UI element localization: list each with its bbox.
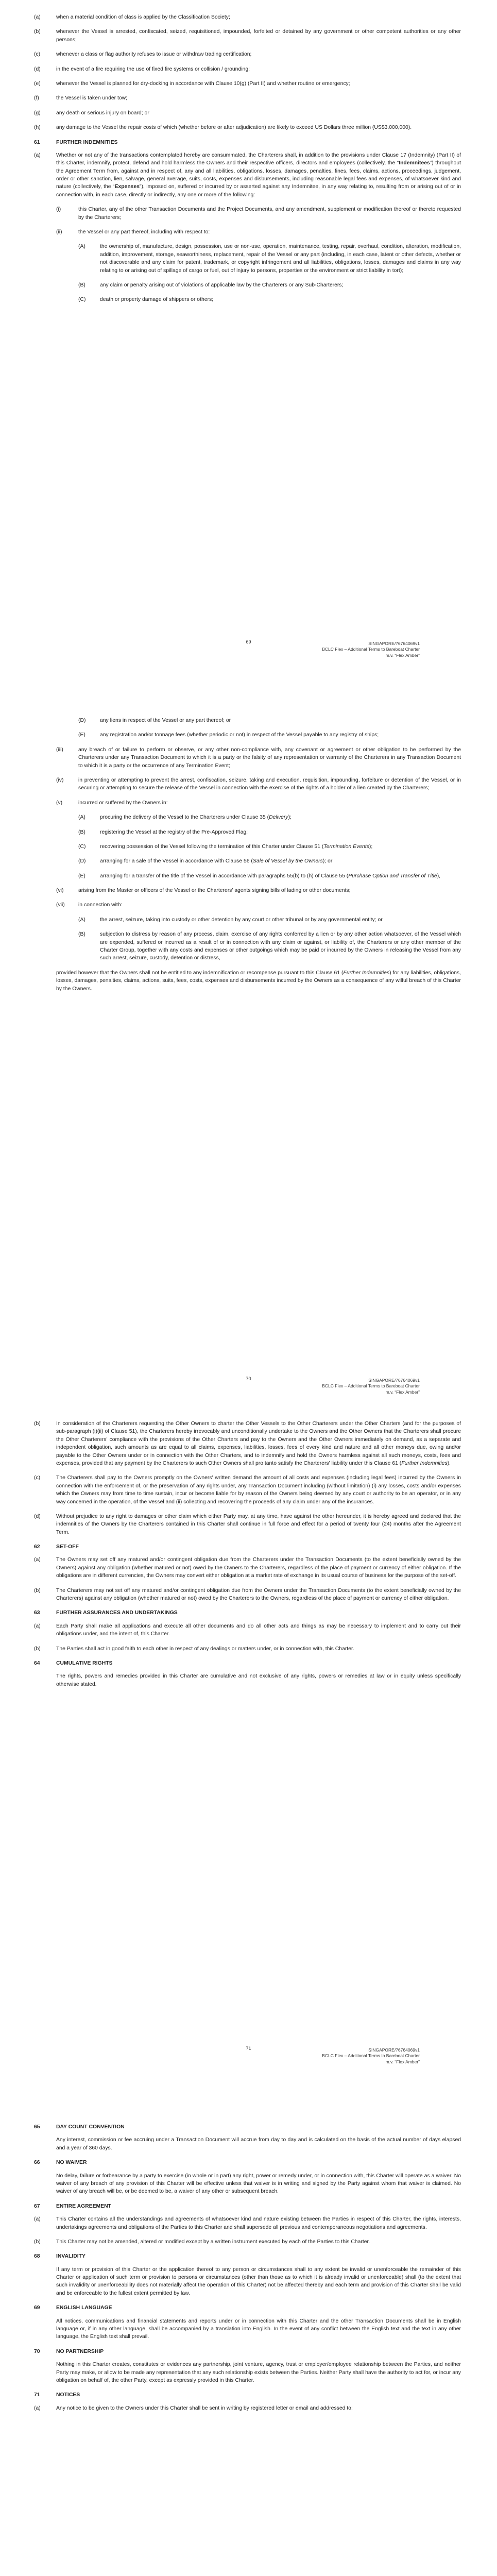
reference-line: BCLC Flex – Additional Terms to Bareboat Charter	[322, 1383, 420, 1389]
paragraph	[34, 2361, 461, 2384]
clause-title: NOTICES	[56, 2392, 80, 2398]
sub-clause-label: (B)	[78, 829, 85, 835]
sub-clause	[34, 109, 461, 117]
sub-clause	[34, 887, 461, 894]
sub-clause-text: The Charterers shall pay to the Owners promptly on the Owners' written demand the amount of all costs and expenses (including legal fees) incurred by the Owners in connection with the enforcement of, or the preservation of any rights under, any Transaction Document including (without limitation) (i) any losses, costs and/or expenses which the Owners may from time to time sustain, incur or become liable for by reason of the Owners being deemed by any court or authority to be an operator, or in any way concerned in the operation, of the Vessel and (ii) collecting and recovering the proceeds of any claim under any of the insurances.	[56, 1475, 461, 1505]
sub-clause-label: (a)	[34, 1557, 41, 1563]
sub-clause-text: Without prejudice to any right to damages or other claim which either Party may, at any time, have against the other hereunder, it is hereby agreed and declared that the indemnities of the Owners by the Charterers contained in this Charter shall continue in full force and effect for a period of twenty four (24) months after the Agreement Term.	[56, 1513, 461, 1535]
sub-clause	[34, 206, 461, 222]
sub-clause	[34, 916, 461, 924]
sub-clause	[34, 799, 461, 807]
sub-clause	[34, 2215, 461, 2231]
sub-clause-text: whenever the Vessel is planned for dry-docking in accordance with Clause 10(g) (Part II) and whether routine or emergency;	[56, 80, 350, 87]
sub-clause-text: This Charter may not be amended, altered or modified except by a written instrument executed by each of the Parties to this Charter.	[56, 2239, 370, 2245]
sub-clause-text: death or property damage of shippers or others;	[100, 297, 214, 303]
sub-clause-label: (A)	[78, 815, 85, 821]
sub-clause	[34, 828, 461, 836]
sub-clause-text: The Owners may set off any matured and/or contingent obligation due from the Charterers under the Transaction Documents (to the extent beneficially owned by the Owners) against any obligation (whether matured or not) owed by the Owners to the Charterers, regardless of the place of payment or currency of either obligation. If the obligations are in different currencies, the Owners may convert either obligation at a market rate of exchange in its usual course of business for the purpose of the set-off.	[56, 1557, 461, 1579]
sub-clause-label: (b)	[34, 1421, 41, 1427]
sub-clause-label: (E)	[78, 873, 85, 879]
sub-clause-text: The Charterers may not set off any matured and/or contingent obligation due from the Owners under the Transaction Documents (to the extent beneficially owned by the Charterers) against any obligation (whether matured or not) owed by the Charterers to the Owners, regardless of the place of payment or currency of either obligation.	[56, 1587, 461, 1602]
clause-title: NO WAIVER	[56, 2160, 87, 2166]
clause-number: 71	[34, 2392, 40, 2398]
sub-clause-label: (c)	[34, 52, 41, 58]
sub-clause-text: The Parties shall act in good faith to each other in respect of any dealings or matters under, or in connection with, this Charter.	[56, 1646, 354, 1652]
sub-clause-text: registering the Vessel at the registry of the Pre-Approved Flag;	[100, 829, 248, 835]
page-number: 70	[246, 1376, 251, 1381]
sub-clause-text: Whether or not any of the transactions contemplated hereby are consummated, the Charterers shall, in addition to the provisions under Clause 17 (Indemnity) (Part II) of this Charter, indemnify, protect, defend and hold harmless the Owners and their respective officers, directors and employees (collectively, the “Indemnitees”) throughout the Agreement Term from, against and in respect of, any and all liabilities, obligations, losses, damages, penalties, fines, fees, claims, actions, proceedings, judgement, order or other sanction, lien, salvage, general average, suits, costs, expenses and disbursements, including reasonable legal fees and expenses, of whatsoever kind and nature (collectively, the “Expenses”), imposed on, suffered or incurred by or asserted against any Indemnitee, in any way relating to, resulting from or arising out of or in connection with, in each case, directly or indirectly, any one or more of the following:	[56, 152, 461, 198]
reference-line: SINGAPORE/76764069v1	[368, 2047, 420, 2053]
paragraph	[34, 1672, 461, 1688]
page-footer	[0, 639, 497, 658]
clause-heading	[34, 1543, 461, 1551]
sub-clause-label: (C)	[78, 843, 86, 850]
sub-clause-text: arranging for a transfer of the title of the Vessel in accordance with paragraphs 55(b) to (h) of Clause 55 (Purchase Option and Transfer of Title),	[100, 873, 441, 879]
reference-line: BCLC Flex – Additional Terms to Bareboat Charter	[322, 647, 420, 652]
reference-line: m.v. “Flex Amber”	[385, 2059, 420, 2064]
clause-heading	[34, 2304, 461, 2312]
sub-clause-label: (b)	[34, 29, 41, 35]
sub-clause-text: whenever a class or flag authority refuses to issue or withdraw trading certification;	[56, 52, 252, 58]
reference-line: m.v. “Flex Amber”	[385, 652, 420, 658]
reference-line: SINGAPORE/76764069v1	[368, 641, 420, 646]
sub-clause-label: (h)	[34, 125, 41, 131]
paragraph	[34, 2172, 461, 2196]
sub-clause-label: (a)	[34, 2216, 41, 2223]
document-reference	[322, 641, 420, 658]
sub-clause-label: (a)	[34, 1623, 41, 1629]
sub-clause	[34, 872, 461, 880]
sub-clause-label: (v)	[56, 800, 63, 806]
sub-clause-text: This Charter contains all the understandings and agreements of whatsoever kind and nature existing between the Parties in respect of this Charter, the rights, interests, undertakings agreements and obligations of the Parties to this Charter and shall supersede all previous and contemporaneous negotiations and agreements.	[56, 2216, 461, 2230]
sub-clause	[34, 94, 461, 102]
sub-clause-label: (g)	[34, 110, 41, 116]
clause-number: 70	[34, 2348, 40, 2354]
sub-clause-label: (E)	[78, 732, 85, 738]
sub-clause	[34, 228, 461, 236]
paragraph	[34, 969, 461, 993]
sub-clause-label: (ii)	[56, 229, 62, 235]
sub-clause-label: (b)	[34, 1587, 41, 1594]
clause-number: 61	[34, 139, 40, 145]
clause-title: INVALIDITY	[56, 2253, 85, 2260]
sub-clause	[34, 65, 461, 73]
sub-clause-label: (b)	[34, 2239, 41, 2245]
sub-clause-text: any liens in respect of the Vessel or any part thereof; or	[100, 718, 231, 723]
clause-title: CUMULATIVE RIGHTS	[56, 1660, 113, 1666]
sub-clause-text: In consideration of the Charterers requesting the Other Owners to charter the Other Vessels to the Other Charterers under the Other Charters (and for the purposes of sub-paragraph (i)(ii) of Clause 51), the Charterers hereby irrevocably and unconditionally undertake to the Owners and the Other Owners that the Charterers shall procure the Other Charterers' compliance with the provisions of the Other Charters and pay to the Owners and the Other Owners immediately on demand, as a separate and independent obligation, such amounts as are equal to all claims, expenses, liabilities, losses, fees of every kind and nature and all other moneys due, owing and/or payable to the Other Owners under or in connection with the Other Charters, and to indemnify and hold the Owners harmless against all such moneys, costs, fees and expenses, provided that any payment by the Charterers to such Other Owners shall pro tanto satisfy the Charterers' liability under this Clause 61 (Further Indemnities).	[56, 1421, 461, 1466]
sub-clause-text: in connection with:	[78, 902, 123, 908]
clause-number: 64	[34, 1660, 40, 1666]
paragraph-text: Nothing in this Charter creates, constitutes or evidences any partnership, joint venture, agency, trust or employer/employee relationship between the Parties, and neither Party may make, or allow to be made any representation that any such relationship exists between the Parties. Neither Party shall have the authority to act for, or incur any obligation on behalf of, the other Party, except as expressly provided in this Charter.	[56, 2362, 461, 2383]
sub-clause-text: the Vessel is taken under tow;	[56, 95, 128, 101]
sub-clause	[34, 1556, 461, 1580]
sub-clause-label: (a)	[34, 152, 41, 158]
clause-heading	[34, 2348, 461, 2355]
sub-clause	[34, 296, 461, 303]
sub-clause-text: the Vessel or any part thereof, including with respect to:	[78, 229, 210, 235]
sub-clause	[34, 843, 461, 851]
clause-heading	[34, 2123, 461, 2131]
clause-title: FURTHER INDEMNITIES	[56, 139, 118, 145]
sub-clause-label: (D)	[78, 858, 86, 865]
clause-number: 63	[34, 1610, 40, 1616]
paragraph	[34, 2266, 461, 2298]
sub-clause-text: when a material condition of class is applied by the Classification Society;	[56, 14, 230, 20]
sub-clause	[34, 717, 461, 724]
sub-clause-label: (vii)	[56, 902, 65, 908]
sub-clause-text: incurred or suffered by the Owners in:	[78, 800, 168, 806]
sub-clause-text: whenever the Vessel is arrested, confiscated, seized, requisitioned, impounded, forfeited or detained by any government or other competent authorities or any other persons;	[56, 29, 461, 43]
paragraph	[34, 2317, 461, 2341]
sub-clause-label: (c)	[34, 1475, 41, 1481]
document-reference	[322, 1378, 420, 1395]
sub-clause-label: (A)	[78, 244, 85, 250]
sub-clause	[34, 281, 461, 289]
sub-clause-label: (i)	[56, 207, 61, 213]
page-number: 69	[246, 639, 251, 645]
sub-clause-label: (f)	[34, 95, 39, 101]
page-footer	[0, 1376, 497, 1395]
clause-heading	[34, 2252, 461, 2260]
page-number: 71	[246, 2046, 251, 2051]
sub-clause	[34, 814, 461, 821]
sub-clause-label: (B)	[78, 282, 85, 288]
sub-clause-label: (a)	[34, 2405, 41, 2411]
sub-clause	[34, 1622, 461, 1638]
sub-clause-label: (d)	[34, 66, 41, 72]
sub-clause-text: procuring the delivery of the Vessel to the Charterers under Clause 35 (Delivery);	[100, 815, 292, 821]
sub-clause-text: recovering possession of the Vessel following the termination of this Charter under Clause 51 (Termination Events);	[100, 843, 373, 850]
paragraph-text: The rights, powers and remedies provided in this Charter are cumulative and not exclusive of any rights, powers or remedies at law or in equity unless specifically otherwise stated.	[56, 1673, 461, 1687]
sub-clause-text: Each Party shall make all applications and execute all other documents and do all other acts and things as may be necessary to implement and to carry out their obligations under, and the intent of, this Charter.	[56, 1623, 461, 1637]
sub-clause-text: any damage to the Vessel the repair costs of which (whether before or after adjudication) are likely to exceed US Dollars three million (US$3,000,000).	[56, 125, 412, 131]
document-page	[0, 2110, 497, 2576]
sub-clause-label: (a)	[34, 14, 41, 20]
sub-clause	[34, 1587, 461, 1603]
document-page	[0, 0, 497, 703]
clause-title: NO PARTNERSHIP	[56, 2348, 104, 2354]
sub-clause-label: (e)	[34, 80, 41, 87]
clause-number: 68	[34, 2253, 40, 2260]
sub-clause	[34, 80, 461, 88]
sub-clause	[34, 776, 461, 792]
sub-clause-text: the arrest, seizure, taking into custody or other detention by any court or other tribunal or by any governmental entity; or	[100, 917, 383, 923]
clause-title: ENTIRE AGREEMENT	[56, 2203, 111, 2209]
document-reference	[322, 2047, 420, 2065]
sub-clause	[34, 2404, 461, 2412]
sub-clause	[34, 13, 461, 21]
sub-clause-label: (iv)	[56, 777, 64, 783]
sub-clause	[34, 930, 461, 962]
sub-clause-text: this Charter, any of the other Transaction Documents and the Project Documents, and any amendment, supplement or modification thereof or thereto requested by the Charterers;	[78, 207, 461, 221]
sub-clause-text: subjection to distress by reason of any process, claim, exercise of any rights conferred by a lien or by any other action whatsoever, of the Vessel which are expended, suffered or incurred as a result of or in connection with any claim or against, or liability of, the Charterers or any other member of the Charter Group, together with any costs and expenses or other outgoings which may be paid or incurred by the Owners in releasing the Vessel from any such arrest, seizure, custody, detention or distress,	[100, 931, 461, 961]
clause-title: SET-OFF	[56, 1544, 79, 1550]
sub-clause-text: any death or serious injury on board; or	[56, 110, 149, 116]
sub-clause-label: (d)	[34, 1513, 41, 1519]
clause-heading	[34, 1659, 461, 1667]
sub-clause-text: Any notice to be given to the Owners under this Charter shall be sent in writing by registered letter or email and addressed to:	[56, 2405, 353, 2411]
sub-clause	[34, 243, 461, 275]
sub-clause-label: (A)	[78, 917, 85, 923]
document-page	[0, 703, 497, 1406]
sub-clause	[34, 746, 461, 770]
sub-clause	[34, 1645, 461, 1653]
paragraph	[34, 2136, 461, 2152]
sub-clause	[34, 151, 461, 199]
reference-line: m.v. “Flex Amber”	[385, 1389, 420, 1395]
sub-clause	[34, 50, 461, 58]
sub-clause-text: arising from the Master or officers of the Vessel or the Charterers' agents signing bills of lading or other documents;	[78, 888, 351, 894]
sub-clause-text: any registration and/or tonnage fees (whether periodic or not) in respect of the Vessel payable to any registry of ships;	[100, 732, 379, 738]
sub-clause-text: any claim or penalty arising out of violations of applicable law by the Charterers or any Sub-Charterers;	[100, 282, 344, 288]
clause-title: DAY COUNT CONVENTION	[56, 2124, 125, 2130]
sub-clause-text: any breach of or failure to perform or observe, or any other non-compliance with, any covenant or agreement or other obligation to be performed by the Charterers under any Transaction Document to which it is a party or the falsity of any representation or warranty of the Charterers in any Transaction Document to which it is a party or the occurrence of any Termination Event;	[78, 747, 461, 769]
sub-clause-text: in the event of a fire requiring the use of fixed fire systems or collision / grounding;	[56, 66, 250, 72]
reference-line: SINGAPORE/76764069v1	[368, 1378, 420, 1383]
sub-clause	[34, 901, 461, 909]
paragraph-text: If any term or provision of this Charter or the application thereof to any person or circumstances shall to any extent be invalid or unenforceable the remainder of this Charter or application of such term or provision to persons or circumstances (other than those as to which it is already invalid or unenforceable) shall (to the extent that such invalidity or unenforceability does not materially affect the operation of this Charter) not be affected thereby and each term and provision of this Charter shall be valid and be enforceable to the fullest extent permitted by law.	[56, 2266, 461, 2296]
sub-clause	[34, 1474, 461, 1506]
sub-clause	[34, 2238, 461, 2246]
sub-clause	[34, 731, 461, 739]
clause-heading	[34, 1609, 461, 1617]
sub-clause-text: arranging for a sale of the Vessel in accordance with Clause 56 (Sale of Vessel by the Owners); or	[100, 858, 333, 865]
sub-clause-label: (C)	[78, 297, 86, 303]
clause-number: 65	[34, 2124, 40, 2130]
clause-heading	[34, 139, 461, 146]
page-footer	[0, 2045, 497, 2064]
document-page	[0, 1406, 497, 2110]
clause-number: 66	[34, 2160, 40, 2166]
clause-title: ENGLISH LANGUAGE	[56, 2305, 112, 2311]
sub-clause-label: (B)	[78, 931, 85, 938]
clause-number: 67	[34, 2203, 40, 2209]
clause-title: FURTHER ASSURANCES AND UNDERTAKINGS	[56, 1610, 178, 1616]
sub-clause-text: in preventing or attempting to prevent the arrest, confiscation, seizure, taking and execution, requisition, impounding, forfeiture or detention of the Vessel, or in securing or attempting to secure the release of the Vessel in connection with the exercise of the rights of a holder of a lien created by the Charterers;	[78, 777, 461, 791]
paragraph-text: No delay, failure or forbearance by a party to exercise (in whole or in part) any right, power or remedy under, or in connection with, this Charter will operate as a waiver. No waiver of any breach of any provision of this Charter will be effective unless that waiver is in writing and signed by the Party against whom that waiver is claimed. No waiver of any breach will be, or be deemed to be, a waiver of any other or subsequent breach.	[56, 2173, 461, 2195]
sub-clause	[34, 1513, 461, 1536]
paragraph-text: All notices, communications and financial statements and reports under or in connection with this Charter and the other Transaction Documents shall be in English language or, if in any other language, shall be accompanied by a translation into English. In the event of any conflict between the English text and the text in any other language, the English text shall prevail.	[56, 2318, 461, 2340]
clause-number: 69	[34, 2305, 40, 2311]
sub-clause-label: (iii)	[56, 747, 63, 753]
sub-clause	[34, 857, 461, 865]
sub-clause-label: (vi)	[56, 888, 64, 894]
paragraph-text: provided however that the Owners shall not be entitled to any indemnification or recompense pursuant to this Clause 61 (Further Indemnities) for any liabilities, obligations, losses, damages, penalties, claims, actions, suits, fees, costs, expenses and disbursements incurred by the Owners as a consequence of any wilful breach of this Charter by the Owners.	[56, 970, 461, 992]
paragraph-text: Any interest, commission or fee accruing under a Transaction Document will accrue from day to day and is calculated on the basis of the actual number of days elapsed and a year of 360 days.	[56, 2137, 461, 2151]
sub-clause-text: the ownership of, manufacture, design, possession, use or non-use, operation, maintenance, testing, repair, overhaul, condition, alteration, modification, addition, improvement, storage, seaworthiness, replacement, repair of the Vessel or any part (including, in each case, latent or other defects, whether or not discoverable and any claim for patent, trademark, or copyright infringement and all liabilities, obligations, losses, damages and claims in any way relating to or arising out of spillage of cargo or fuel, out of injury to persons, properties or the environment or strict liability in tort);	[100, 244, 461, 274]
clause-heading	[34, 2391, 461, 2399]
reference-line: BCLC Flex – Additional Terms to Bareboat Charter	[322, 2053, 420, 2059]
sub-clause	[34, 28, 461, 44]
sub-clause-label: (b)	[34, 1646, 41, 1652]
sub-clause-label: (D)	[78, 718, 86, 723]
clause-heading	[34, 2159, 461, 2166]
clause-heading	[34, 2202, 461, 2210]
sub-clause	[34, 124, 461, 131]
sub-clause	[34, 1420, 461, 1467]
clause-number: 62	[34, 1544, 40, 1550]
